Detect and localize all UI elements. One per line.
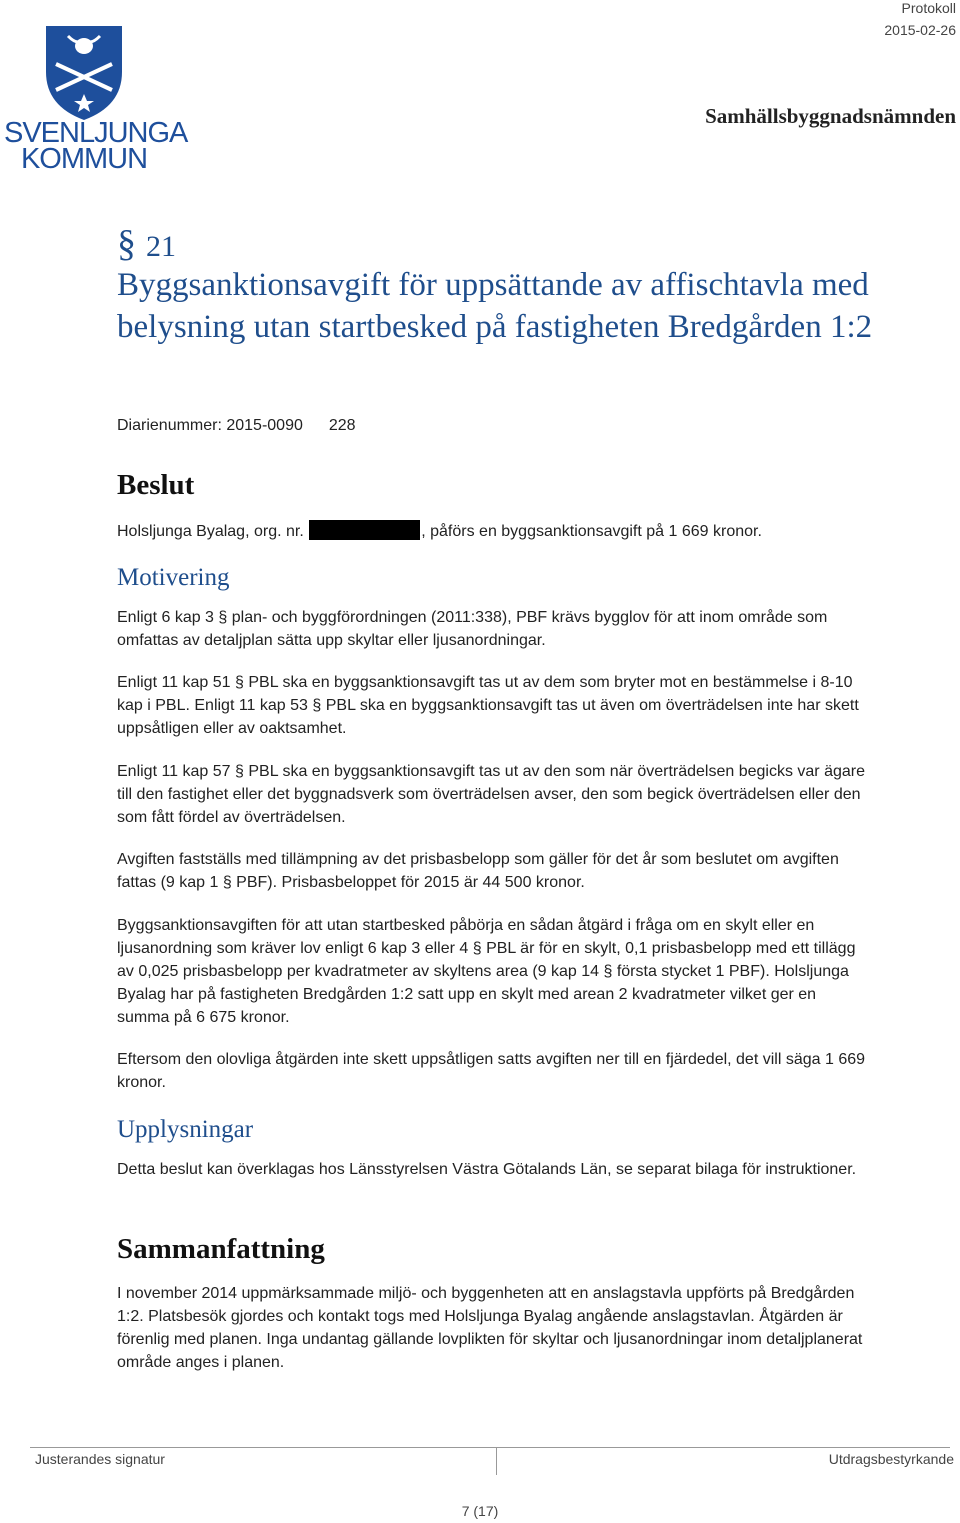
document-type: Protokoll xyxy=(901,0,956,16)
redaction-box xyxy=(309,520,420,540)
motivering-paragraph: Avgiften fastställs med tillämpning av det prisbasbelopp som gäller för det år som beslutet om avgiften fattas (9 kap 1 § PBF). Prisbasbeloppet för 2015 är 44 500 kronor. xyxy=(117,851,839,891)
motivering-paragraph: Byggsanktionsavgiften för att utan startbesked påbörja en sådan åtgärd i fråga om en skylt eller en ljusanordning som kräver lov enligt 6 kap 3 eller 4 § PBL är för en skylt, 0,1 prisbasbelopp med ett tillägg av 0,025 prisbasbelopp per kvadratmeter av skyltens area (9 kap 14 § första stycket 1 PBF). Holsljunga Byalag har på fastigheten Bredgården 1:2 satt upp en skylt med arean 2 kvadratmeter vilket ger en summa på 6 675 kronor. xyxy=(117,917,856,1026)
footer-extract-label: Utdragsbestyrkande xyxy=(828,1451,954,1467)
motivering-paragraph: Enligt 6 kap 3 § plan- och byggförordningen (2011:338), PBF krävs bygglov för att inom område som omfattas av detaljplan sätta upp skyltar eller ljusanordningar. xyxy=(117,609,828,649)
motivering-paragraph: Enligt 11 kap 51 § PBL ska en byggsanktionsavgift tas ut av dem som bryter mot en bestämmelse i 8-10 kap i PBL. Enligt 11 kap 53 § PBL ska en byggsanktionsavgift tas ut även om överträdelsen inte har skett uppsåtligen eller av oaktsamhet. xyxy=(117,674,859,737)
beslut-text-after: , påförs en byggsanktionsavgift på 1 669 kronor. xyxy=(421,523,762,540)
logo-wordmark-line1: SVENLJUNGA xyxy=(4,117,188,149)
heading-upplysningar: Upplysningar xyxy=(117,1116,254,1143)
diarie-number xyxy=(117,417,877,435)
logo-wordmark-line2: KOMMUN xyxy=(20,143,148,175)
upplysningar-text: Detta beslut kan överklagas hos Länsstyrelsen Västra Götalands Län, se separat bilaga för instruktioner. xyxy=(117,1161,857,1178)
section-number xyxy=(117,222,877,266)
footer-separator xyxy=(496,1447,497,1475)
document-date: 2015-02-26 xyxy=(884,22,956,38)
heading-beslut: Beslut xyxy=(117,469,195,501)
footer-signature-label: Justerandes signatur xyxy=(35,1451,165,1467)
diarie-suffix: 228 xyxy=(328,417,356,434)
page-number: 7 (17) xyxy=(461,1503,499,1519)
paragraph-symbol: § xyxy=(117,223,136,265)
beslut-text xyxy=(117,520,877,541)
diarie-label: Diarienummer: 2015-0090 xyxy=(117,417,303,434)
motivering-paragraph: Enligt 11 kap 57 § PBL ska en byggsanktionsavgift tas ut av den som när överträdelsen begicks var ägare till den fastighet eller det byggnadsverk som överträdelsen avser, den som begick överträdelsen eller den som fått fördel av överträdelsen. xyxy=(117,763,865,826)
heading-sammanfattning: Sammanfattning xyxy=(117,1233,325,1265)
motivering-paragraph: Eftersom den olovliga åtgärden inte skett uppsåtligen satts avgiften ner till en fjärdedel, det vill säga 1 669 kronor. xyxy=(117,1051,866,1091)
footer-divider xyxy=(30,1447,950,1448)
heading-motivering: Motivering xyxy=(117,564,230,591)
coat-of-arms-icon xyxy=(4,20,164,120)
section-number-value: 21 xyxy=(146,230,176,263)
committee-name: Samhällsbyggnadsnämnden xyxy=(705,104,956,128)
sammanfattning-text: I november 2014 uppmärksammade miljö- och byggenheten att en anslagstavla uppförts på Bredgården 1:2. Platsbesök gjordes och kontakt togs med Holsljunga Byalag angående anslagstavlan. Åtgärden är förenlig med planen. Inga undantag gällande lovplikten för skyltar och ljusanordningar inom detaljplanerat område anges i planen. xyxy=(117,1285,863,1371)
section-title: Byggsanktionsavgift för uppsättande av affischtavla med belysning utan startbesked på fastigheten Bredgården 1:2 xyxy=(117,267,873,345)
beslut-text-before: Holsljunga Byalag, org. nr. xyxy=(117,523,304,540)
